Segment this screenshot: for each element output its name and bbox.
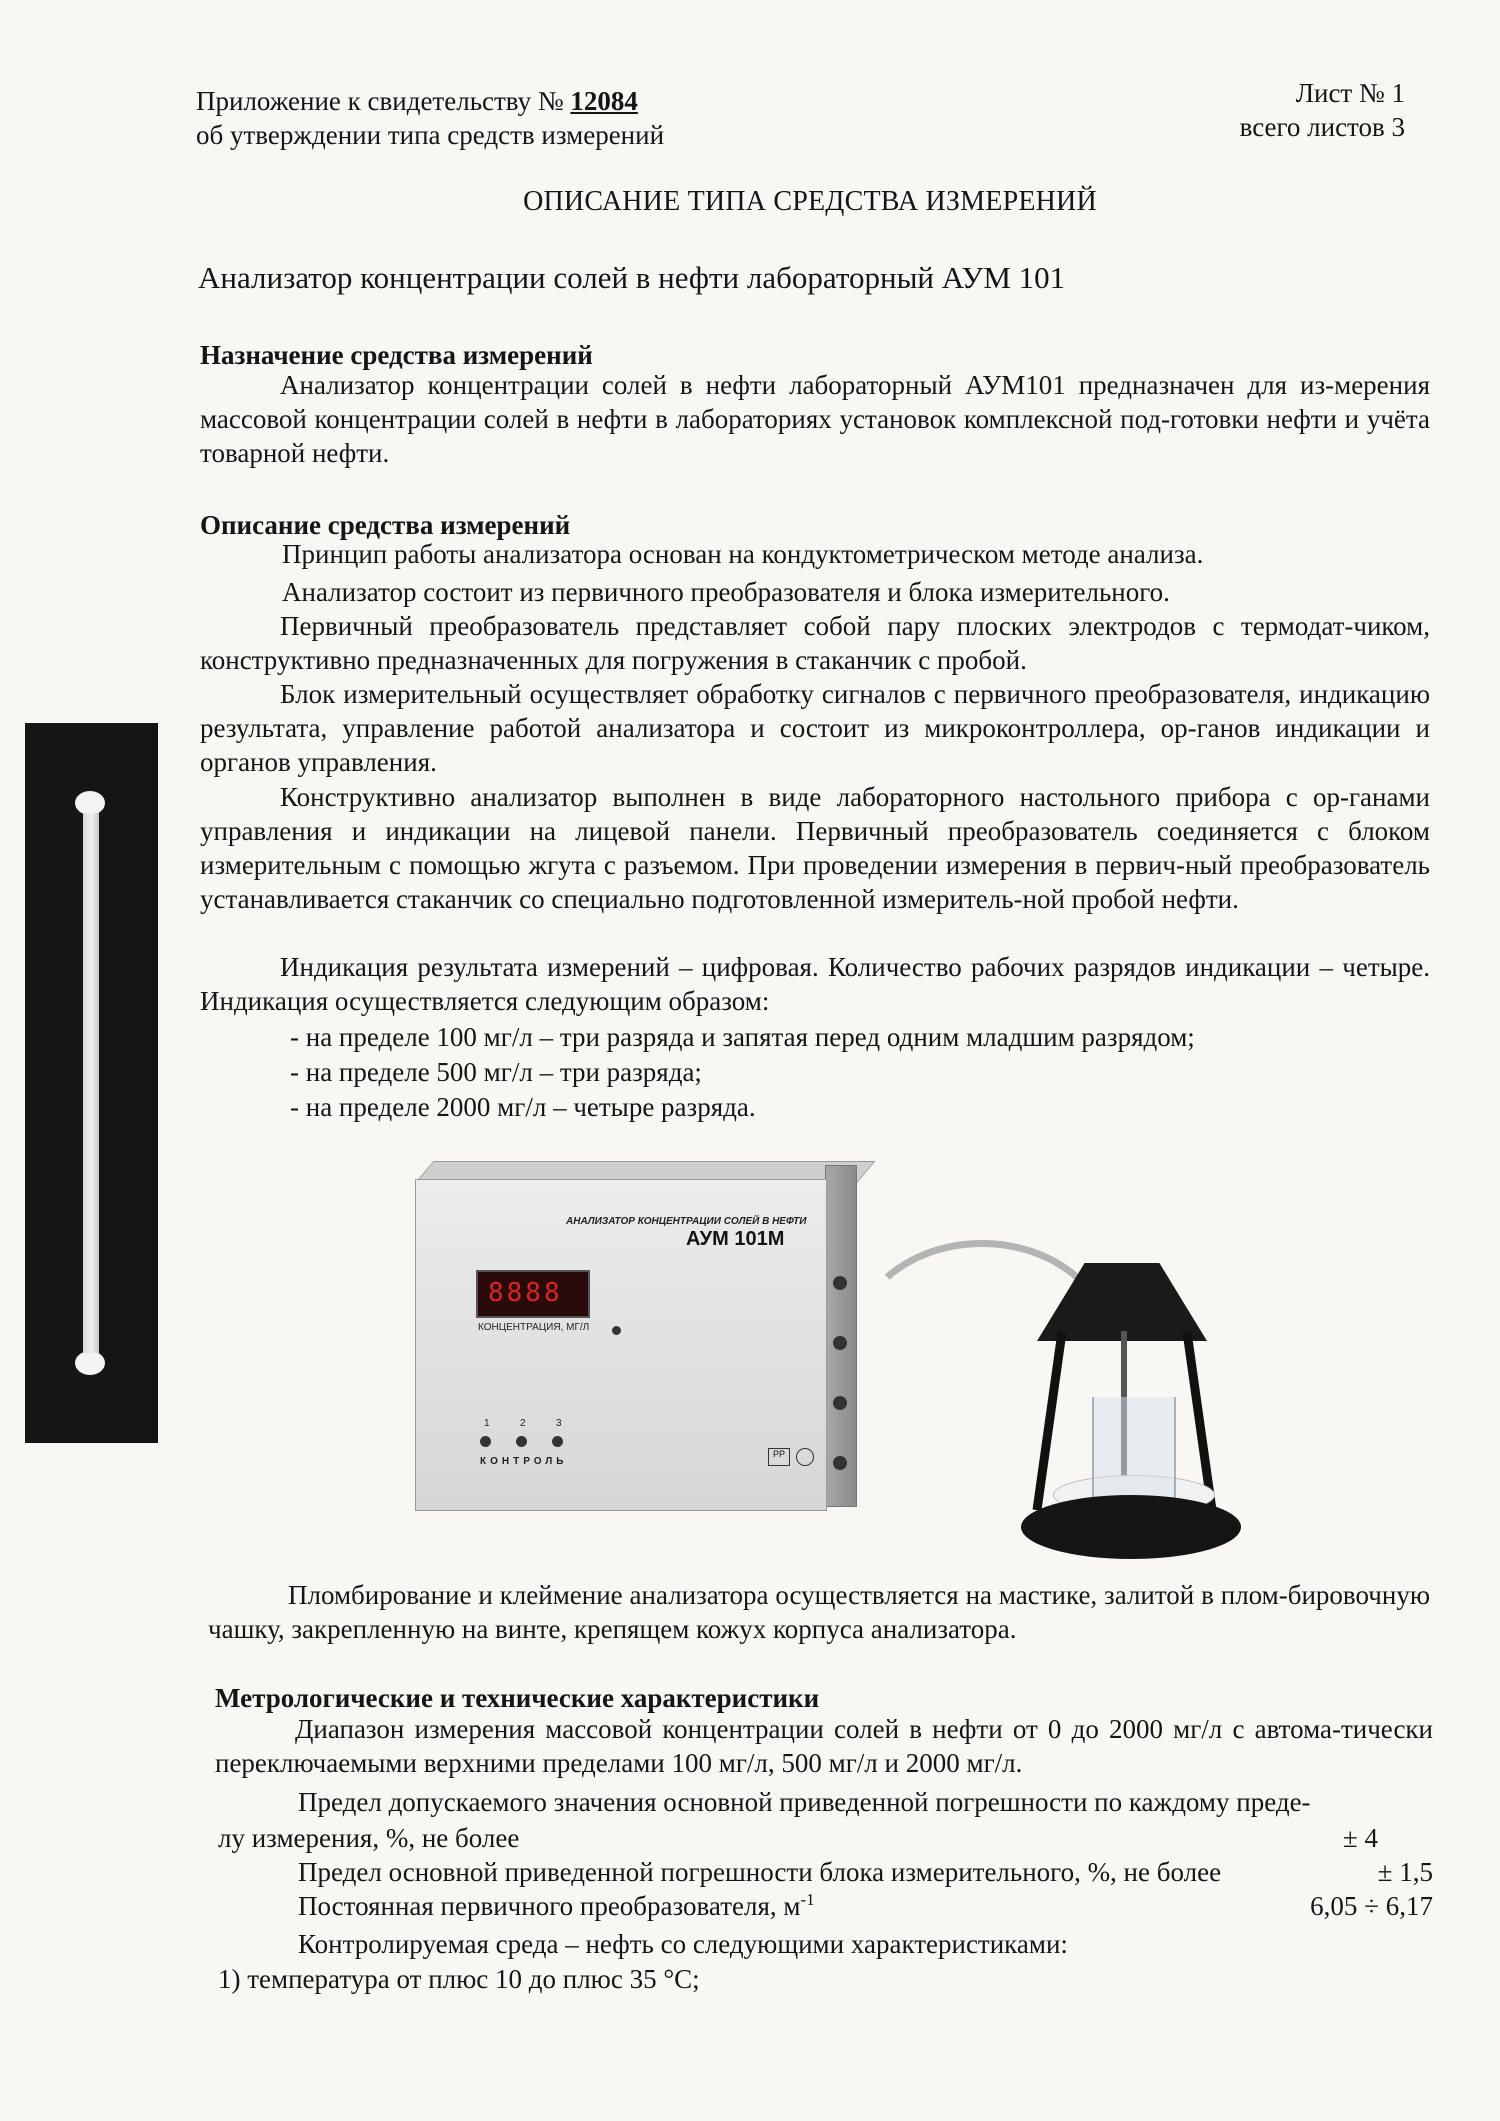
description-p2: Анализатор состоит из первичного преобразователя и блока измерительного.: [282, 577, 1170, 607]
binder-thread: [83, 813, 99, 1353]
description-p3: Первичный преобразователь представляет собой пару плоских электродов с термодат-чиком, конструктивно предназначенных для погружения в стаканчик с пробой.: [200, 611, 1430, 675]
display-label: КОНЦЕНТРАЦИЯ, МГ/Л: [478, 1322, 590, 1333]
metrology-heading: Метрологические и технические характеристики: [215, 1683, 820, 1713]
total-sheets: всего листов 3: [1239, 112, 1405, 142]
indicator-led: [612, 1326, 621, 1335]
measurement-range-text: Диапазон измерения массовой концентрации солей в нефти от 0 до 2000 мг/л с автома-тически переключаемыми верхними пределами 100 мг/л, 500 мг/л и 2000 мг/л.: [215, 1714, 1433, 1778]
analyzer-front-panel: [415, 1179, 827, 1511]
sample-beaker: [1092, 1397, 1176, 1509]
header-left: [196, 84, 664, 152]
panel-title: АНАЛИЗАТОР КОНЦЕНТРАЦИИ СОЛЕЙ В НЕФТИ: [566, 1216, 807, 1227]
button-number-3: 3: [556, 1418, 562, 1429]
cell-constant-value: 6,05 ÷ 6,17: [1310, 1891, 1433, 1921]
temperature-item: 1) температура от плюс 10 до плюс 35 °С;: [218, 1964, 700, 1994]
binder-hole-top: [75, 791, 105, 815]
cell-constant-exponent: -1: [800, 1890, 815, 1909]
error-limit-value: ± 4: [1342, 1823, 1378, 1853]
instrument-name: Анализатор концентрации солей в нефти лабораторный АУМ 101: [198, 260, 1066, 295]
description-p6: Индикация результата измерений – цифровая. Количество рабочих разрядов индикации – четыре. Индикация осуществляется следующим образом:: [200, 952, 1430, 1016]
control-label: КОНТРОЛЬ: [480, 1456, 568, 1467]
digital-display: [476, 1270, 590, 1318]
medium-characteristics: Контролируемая среда – нефть со следующими характеристиками:: [298, 1929, 1068, 1959]
error-limit-line1: Предел допускаемого значения основной приведенной погрешности по каждому преде-: [298, 1787, 1311, 1817]
header-right: [1240, 76, 1405, 144]
analyzer-photo: [395, 1155, 1285, 1565]
description-p4: Блок измерительный осуществляет обработку сигналов с первичного преобразователя, индикацию результата, управление работой анализатора и состоит из микроконтроллера, ор-ганов индикации и органов управления.: [200, 679, 1430, 777]
model-label: АУМ 101М: [686, 1228, 785, 1250]
error-limit-line2: лу измерения, %, не более: [218, 1823, 520, 1853]
indication-item-2000: - на пределе 2000 мг/л – четыре разряда.: [290, 1092, 756, 1122]
unit-error-value: ± 1,5: [1377, 1857, 1433, 1887]
side-switch-knob: [833, 1396, 847, 1410]
control-button-2: [516, 1436, 527, 1447]
metrology-mark-icon: [796, 1448, 814, 1466]
certification-mark-icon: PP: [768, 1448, 790, 1466]
indication-item-100: - на пределе 100 мг/л – три разряда и запятая перед одним младшим разрядом;: [290, 1022, 1195, 1052]
error-limit-row: [218, 1821, 1378, 1855]
certificate-number: 12084: [570, 86, 638, 116]
indication-item-500: - на пределе 500 мг/л – три разряда;: [290, 1057, 702, 1087]
sheet-number: Лист № 1: [1295, 78, 1405, 108]
binder-strip: [25, 723, 158, 1443]
sensor-cable: [850, 1240, 1114, 1454]
purpose-heading: Назначение средства измерений: [200, 340, 593, 370]
description-p1: Принцип работы анализатора основан на кондуктометрическом методе анализа.: [282, 539, 1204, 569]
stand-base: [1021, 1495, 1241, 1559]
binder-hole-bottom: [75, 1351, 105, 1375]
button-number-2: 2: [520, 1418, 526, 1429]
purpose-text: Анализатор концентрации солей в нефти лабораторный АУМ101 предназначен для из-мерения массовой концентрации солей в нефти в лабораториях установок комплексной под-готовки нефти и учёта товарной нефти.: [200, 370, 1430, 468]
cell-constant-row: [298, 1889, 1433, 1923]
certificate-subject: об утверждении типа средств измерений: [196, 120, 665, 150]
unit-error-row: [298, 1855, 1433, 1889]
display-digits: 8888: [488, 1278, 563, 1308]
cell-constant-label: Постоянная первичного преобразователя, м: [298, 1891, 801, 1921]
control-button-1: [480, 1436, 491, 1447]
power-knob: [833, 1456, 847, 1470]
unit-error-label: Предел основной приведенной погрешности блока измерительного, %, не более: [298, 1857, 1222, 1887]
description-p5: Конструктивно анализатор выполнен в виде лабораторного настольного прибора с ор-ганами управления и индикации на лицевой панели. Первичный преобразователь соединяется с блоком измерительным с помощью жгута с разъемом. При проведении измерения в первич-ный преобразователь устанавливается стаканчик со специально подготовленной измеритель-ной пробой нефти.: [200, 782, 1430, 914]
document-title: ОПИСАНИЕ ТИПА СРЕДСТВА ИЗМЕРЕНИЙ: [523, 186, 1097, 217]
description-heading: Описание средства измерений: [200, 510, 571, 540]
connector-knob: [833, 1276, 847, 1290]
sealing-text: Пломбирование и клеймение анализатора осуществляется на мастике, залитой в плом-бировочную чашку, закрепленную на винте, крепящем кожух корпуса анализатора.: [208, 1580, 1430, 1644]
side-switch-knob: [833, 1336, 847, 1350]
control-button-3: [552, 1436, 563, 1447]
certificate-prefix: Приложение к свидетельству №: [196, 86, 564, 116]
button-number-1: 1: [484, 1418, 490, 1429]
